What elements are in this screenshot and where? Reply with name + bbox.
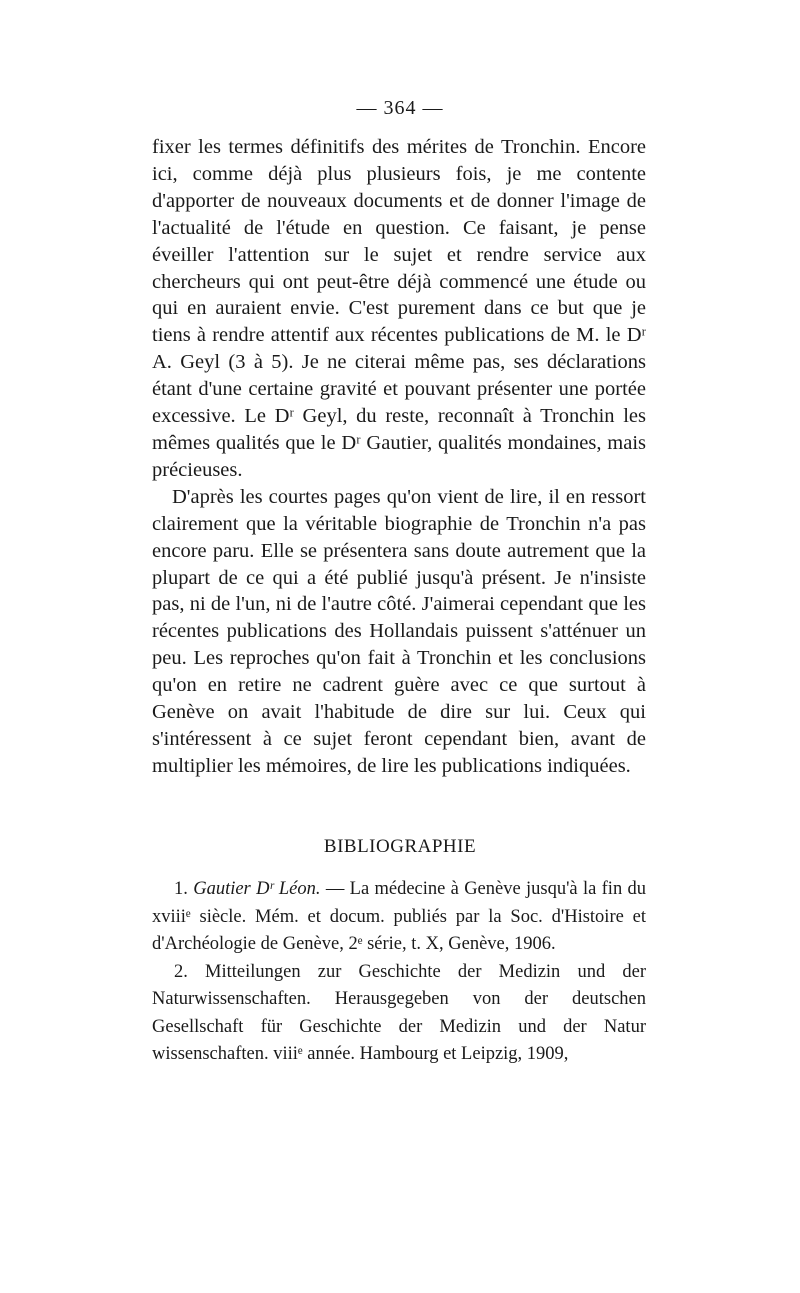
entry-number: 2. — [174, 961, 188, 982]
bibliography-entry — [152, 876, 646, 959]
body-text — [152, 134, 646, 780]
paragraph: fixer les termes définitifs des mérites de Tronchin. Encore ici, comme déjà plus plusieurs fois, je me contente d'apporter de nouveaux documents et de donner l'image de l'actualité de l'étude en question. Ce faisant, je pense éveiller l'attention sur le sujet et rendre service aux chercheurs qui ont peut-être déjà commencé une étude ou qui en auraient envie. C'est purement dans ce but que je tiens à rendre attentif aux récentes publications de M. le Dʳ A. Geyl (3 à 5). Je ne citerai même pas, ses déclarations étant d'une certaine gravité et pouvant présenter une portée excessive. Le Dʳ Geyl, du reste, reconnaît à Tronchin les mêmes qualités que le Dʳ Gautier, qualités mondaines, mais précieuses. — [152, 136, 646, 481]
entry-text: Mitteilungen zur Geschichte der Medizin und der Naturwissenschaften. Herausgegeben von der deutschen Gesellschaft für Geschichte der Medizin und der Natur wissenschaften. viiiᵉ année. Hambourg et Leipzig, 1909, — [152, 961, 646, 1064]
bibliography-entry — [152, 959, 646, 1069]
page-number: — 364 — — [356, 97, 444, 119]
paragraph: D'après les courtes pages qu'on vient de lire, il en ressort clairement que la véritable biographie de Tronchin n'a pas encore paru. Elle se présentera sans doute autrement que la plupart de ce qui a été publié jusqu'à présent. Je n'insiste pas, ni de l'un, ni de l'autre côté. J'aimerai cependant que les récentes publications des Hollandais puissent s'atténuer un peu. Les reproches qu'on fait à Tronchin et les conclusions qu'on en retire ne cadrent guère avec ce que surtout à Genève on avait l'habitude de dire sur lui. Ceux qui s'intéressent à ce sujet feront cependant bien, avant de multiplier les mémoires, de lire les publications indiquées. — [152, 485, 646, 777]
entry-number: 1. — [174, 879, 188, 899]
bibliography-list — [152, 876, 646, 1069]
entry-author: Gautier Dʳ Léon. — [193, 879, 321, 899]
entry-text: — La médecine à Genève jusqu'à la fin du xviiiᵉ siècle. Mém. et docum. publiés par la Soc. d'Histoire et d'Archéologie de Genève, 2ᵉ série, t. X, Genève, 1906. — [152, 879, 647, 954]
bibliography-heading: BIBLIOGRAPHIE — [323, 836, 477, 857]
